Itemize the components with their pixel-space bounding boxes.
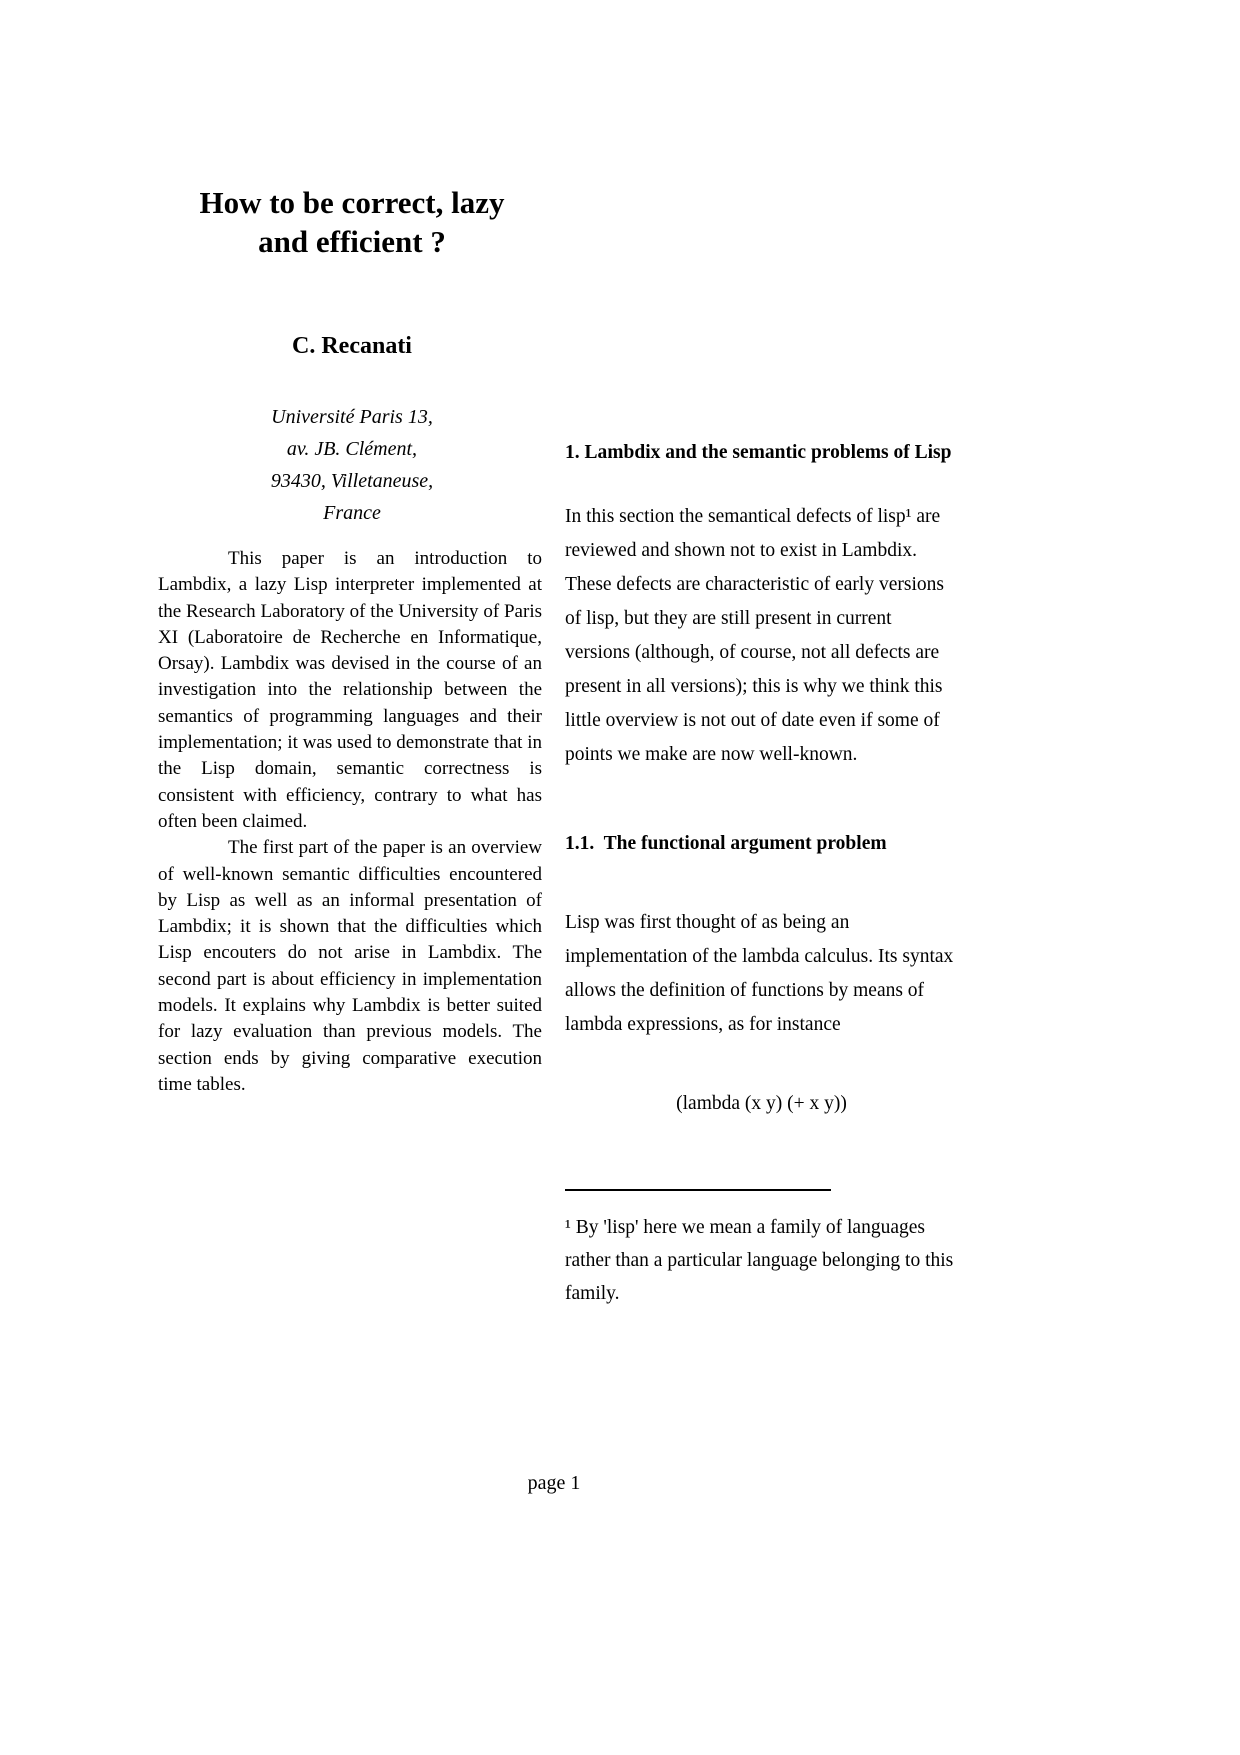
- affiliation-line-3: 93430, Villetaneuse,: [270, 470, 434, 492]
- intro-paragraph-1: This paper is an introduction to Lambdix, a lazy Lisp interpreter implemented at the Research Laboratory of the University of Paris XI (Laboratoire de Recherche en Informatique, Orsay). Lambdix was devised in the course of an investigation into the relationship between the semantics of programming languages and their implementation; it was used to demonstrate that in the Lisp domain, semantic correctness is consistent with efficiency, contrary to what has often been claimed.: [158, 548, 542, 832]
- page-number: page 1: [527, 1472, 581, 1494]
- paper-title-line-1: How to be correct, lazy: [199, 185, 505, 220]
- intro-paragraph-2: The first part of the paper is an overview of well-known semantic difficulties encountered by Lisp as well as an informal presentation of Lambdix; it is shown that the difficulties which Lisp encouters do not arise in Lambdix. The second part is about efficiency in implementation models. It explains why Lambdix is better suited for lazy evaluation than previous models. The section ends by giving comparative execution time tables.: [158, 837, 542, 1095]
- affiliation-line-4: France: [323, 502, 381, 524]
- subsection-1-1-heading: 1.1. The functional argument problem: [565, 833, 887, 854]
- affiliation-block: [102, 401, 602, 529]
- section-1-heading: 1. Lambdix and the semantic problems of Lisp: [565, 442, 952, 463]
- affiliation-line-1: Université Paris 13,: [271, 406, 433, 428]
- footnote-separator-rule: [565, 1189, 831, 1191]
- footnote-text: ¹ By 'lisp' here we mean a family of languages rather than a particular language belonging to this family.: [565, 1217, 954, 1304]
- author-name: C. Recanati: [292, 333, 412, 359]
- left-column: [158, 546, 542, 1098]
- lambda-code-example: (lambda (x y) (+ x y)): [676, 1093, 847, 1114]
- section-1-paragraph: In this section the semantical defects of lisp¹ are reviewed and shown not to exist in Lambdix. These defects are characteristic of early versions of lisp, but they are still present in current versions (although, of course, not all defects are present in all versions); this is why we think this little overview is not out of date even if some of points we make are now well-known.: [565, 506, 944, 765]
- right-column: [565, 436, 958, 1310]
- subsection-1-1-paragraph: Lisp was first thought of as being an implementation of the lambda calculus. Its syntax allows the definition of functions by means of lambda expressions, as for instance: [565, 912, 954, 1035]
- affiliation-line-2: av. JB. Clément,: [286, 438, 418, 460]
- paper-title-line-2: and efficient ?: [258, 224, 446, 259]
- paper-title: [102, 183, 602, 261]
